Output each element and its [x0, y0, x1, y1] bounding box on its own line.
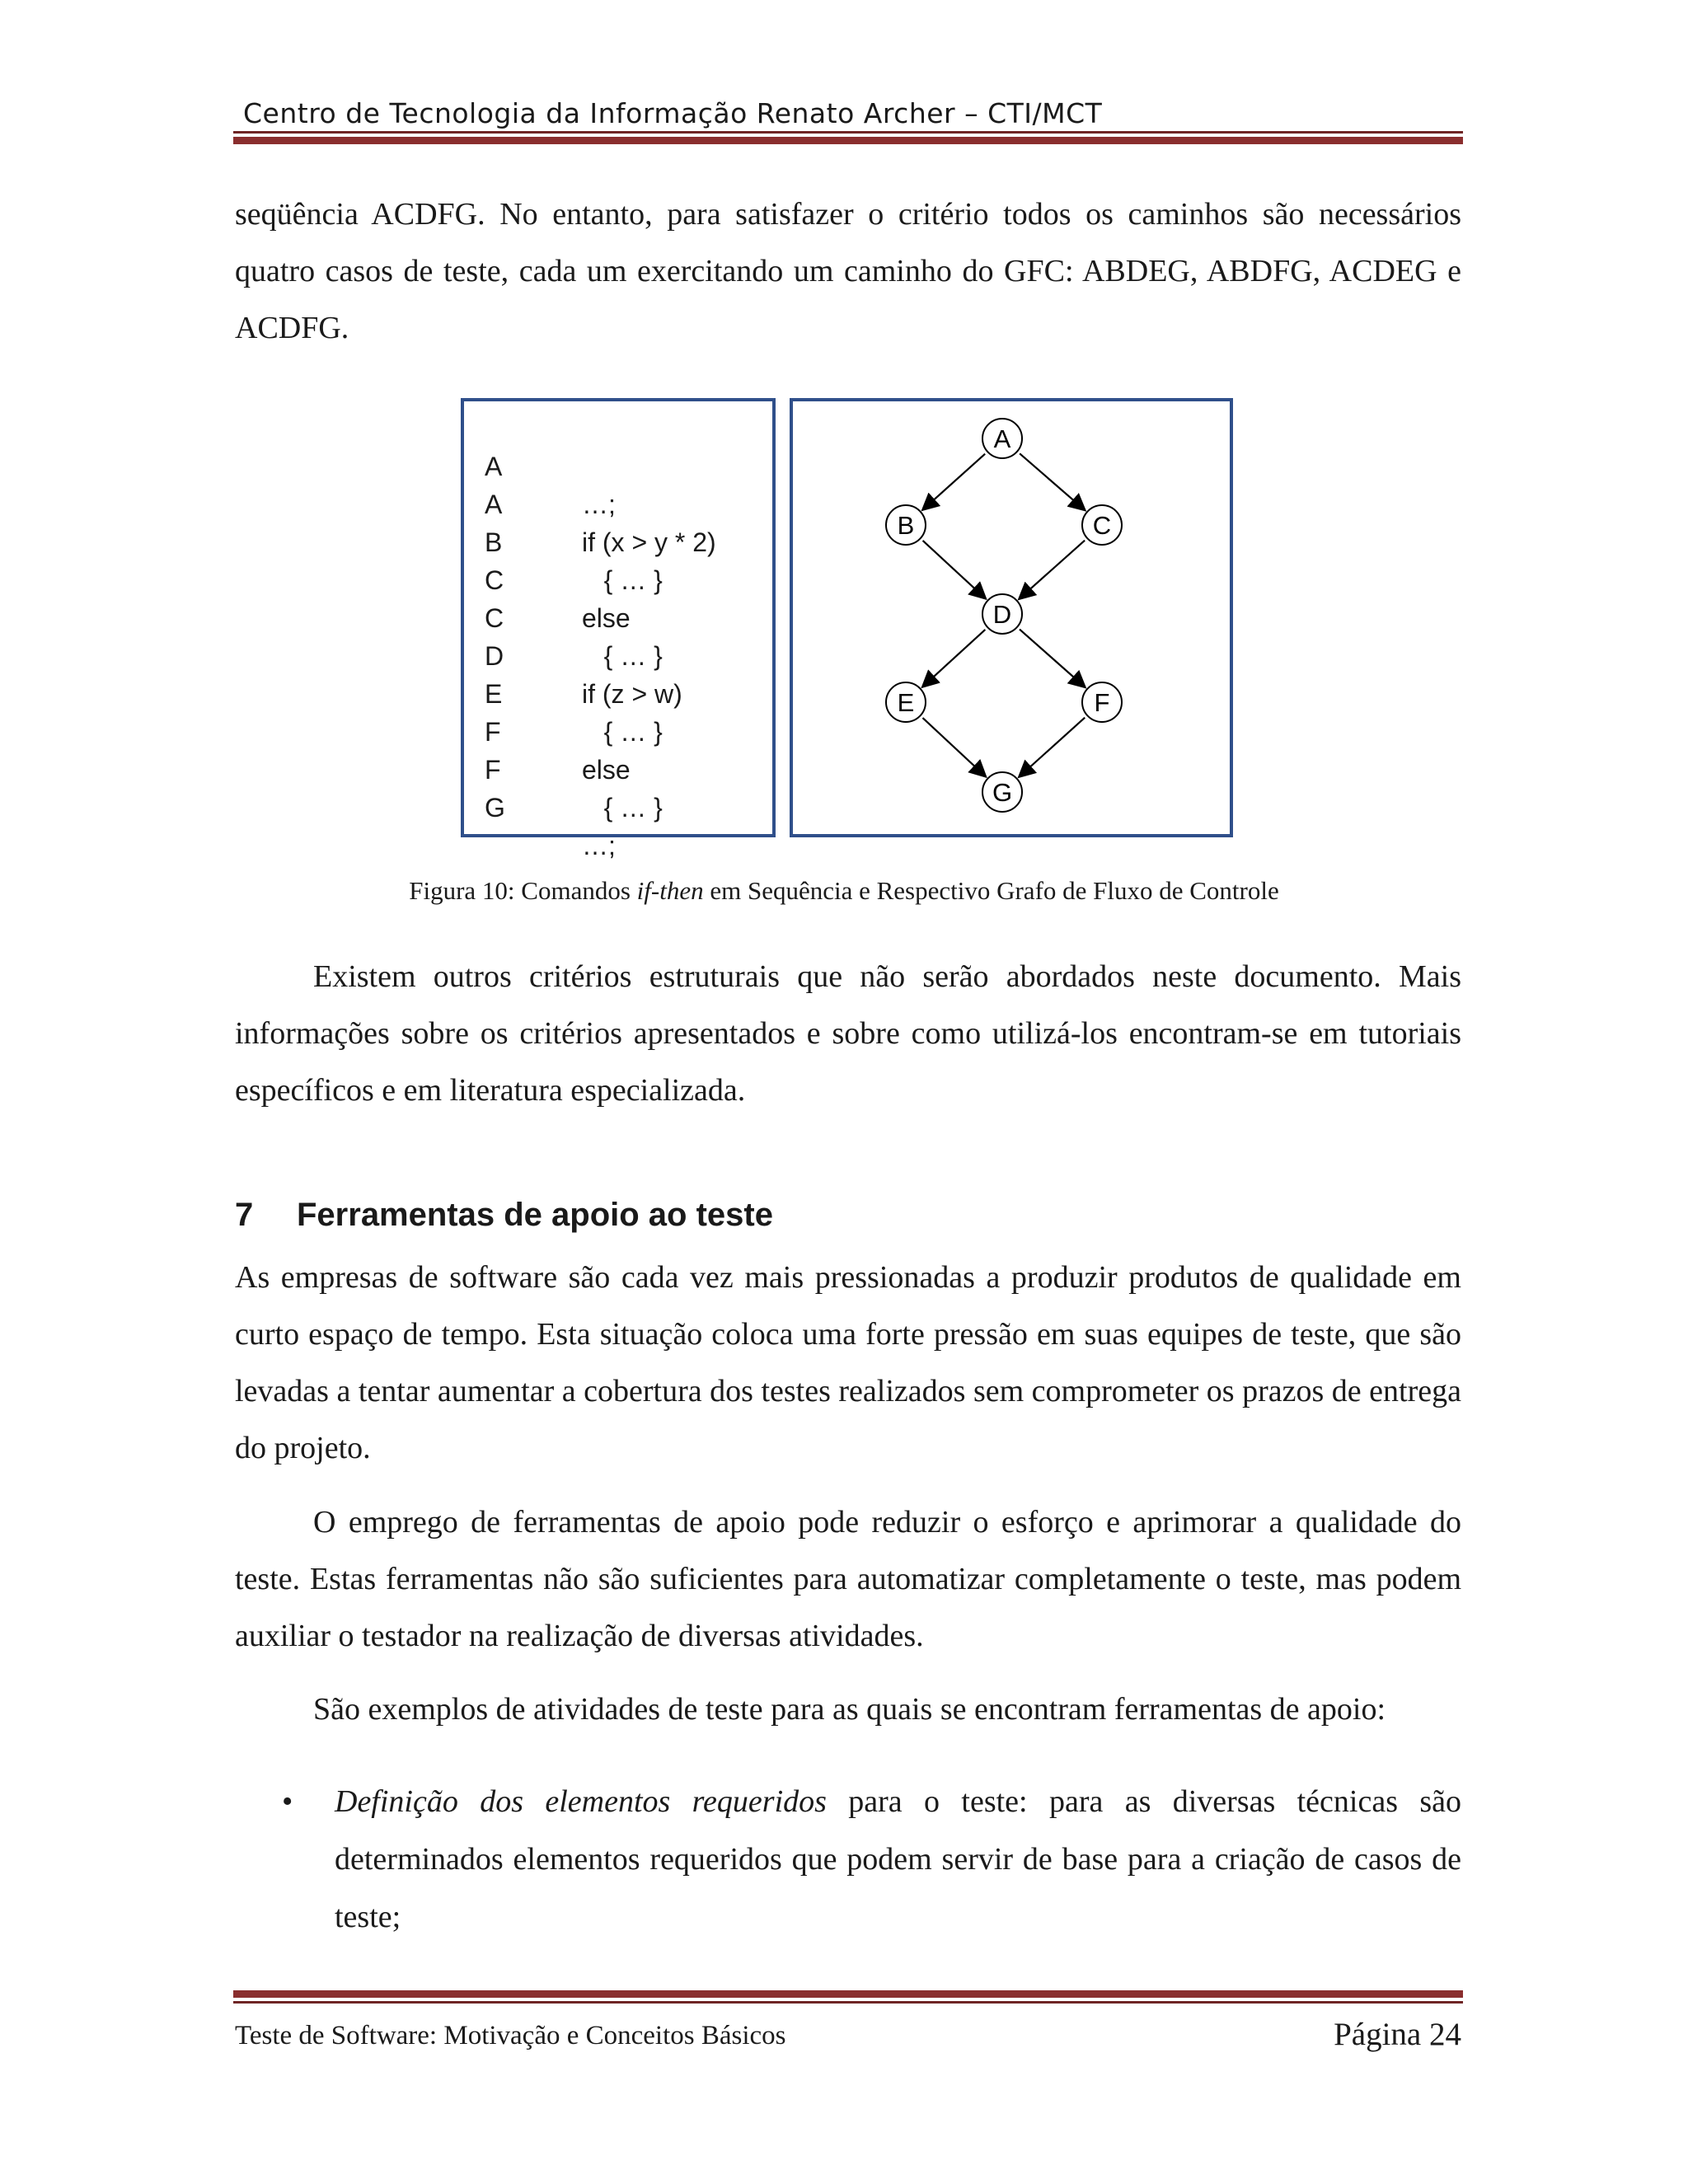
footer-document-title: Teste de Software: Motivação e Conceitos Básicos: [235, 2021, 786, 2050]
header-rule: [233, 131, 1463, 144]
code-line-statement: else: [582, 603, 631, 633]
edge-A-C: [1020, 453, 1085, 510]
paragraph-other-criteria: Existem outros critérios estruturais que não serão abordados neste documento. Mais informações sobre os critérios apresentados e sobre como utilizá-los encontram-se em tutoriais específicos e em literatura especializada.: [235, 959, 1461, 1108]
section-heading: [235, 1197, 773, 1234]
code-line-label: F: [485, 717, 501, 747]
code-line-statement: { … }: [582, 717, 663, 747]
code-line-statement: …;: [582, 490, 616, 519]
bullet-text: para o teste: para as diversas técnicas são determinados elementos requeridos que podem servir de base para a criação de casos de teste;: [335, 1784, 1461, 1934]
graph-node-label: F: [1094, 688, 1110, 717]
code-line-statement: else: [582, 755, 631, 785]
caption-prefix: Figura 10: Comandos: [409, 876, 637, 905]
graph-node-B: [886, 505, 926, 545]
caption-suffix: em Sequência e Respectivo Grafo de Fluxo de Controle: [703, 876, 1279, 905]
list-item: [235, 1773, 1461, 1946]
code-line: [464, 523, 631, 633]
bullet-list: [235, 1773, 1461, 1946]
graph-node-A: [982, 419, 1022, 458]
code-line: [464, 448, 716, 557]
control-flow-graph: [793, 401, 1230, 834]
graph-node-label: G: [992, 778, 1013, 807]
graph-node-E: [886, 682, 926, 722]
edge-D-F: [1020, 630, 1085, 688]
code-line-label: D: [485, 641, 504, 671]
graph-node-C: [1082, 505, 1122, 545]
edge-B-D: [923, 541, 987, 599]
paragraph-companies: As empresas de software são cada vez mais pressionadas a produzir produtos de qualidade em curto espaço de tempo. Esta situação coloca uma forte pressão em suas equipes de teste, que são levadas a tentar aumentar a cobertura dos testes realizados sem comprometer os prazos de entrega do projeto.: [235, 1260, 1461, 1465]
graph-node-label: B: [897, 511, 915, 540]
code-line-statement: …;: [582, 831, 616, 860]
code-line: [464, 410, 616, 519]
graph-node-label: A: [993, 424, 1011, 453]
code-line-statement: { … }: [582, 565, 663, 595]
footer-page-number: Página 24: [1334, 2017, 1461, 2052]
code-line-label: A: [485, 490, 503, 519]
code-line-label: F: [485, 755, 501, 785]
graph-node-F: [1082, 682, 1122, 722]
page-header-title: Centro de Tecnologia da Informação Renato Archer – CTI/MCT: [243, 97, 1103, 129]
graph-node-label: C: [1092, 511, 1112, 540]
edge-E-G: [922, 718, 986, 777]
edge-C-D: [1019, 541, 1085, 599]
code-line-label: A: [485, 452, 503, 481]
section-title: Ferramentas de apoio ao teste: [297, 1197, 773, 1233]
bullet-italic-term: Definição dos elementos requeridos: [335, 1784, 827, 1819]
code-line-label: C: [485, 565, 504, 595]
edge-A-B: [922, 454, 985, 510]
code-line-statement: if (x > y * 2): [582, 527, 716, 557]
code-line-label: C: [485, 603, 504, 633]
code-line: [464, 675, 631, 785]
footer-rule: [233, 1990, 1463, 2004]
caption-italic: if-then: [636, 876, 704, 905]
code-line-label: E: [485, 679, 503, 709]
graph-node-label: D: [992, 600, 1012, 629]
control-flow-graph-box: [790, 398, 1233, 837]
paragraph-examples: São exemplos de atividades de teste para as quais se encontram ferramentas de apoio:: [313, 1692, 1386, 1727]
code-line-statement: { … }: [582, 641, 663, 671]
figure-caption: [0, 876, 1688, 906]
edge-D-E: [922, 630, 985, 687]
code-listing-box: [461, 398, 776, 860]
edge-F-G: [1019, 718, 1085, 777]
graph-node-label: E: [897, 688, 915, 717]
code-line-label: G: [485, 793, 505, 823]
code-line-statement: { … }: [582, 793, 663, 823]
bullet-icon: •: [282, 1784, 293, 1819]
section-number: 7: [235, 1197, 254, 1233]
paragraph-tools: O emprego de ferramentas de apoio pode reduzir o esforço e aprimorar a qualidade do teste. Estas ferramentas não são suficientes para automatizar completamente o teste, mas podem auxiliar o testador na realização de diversas atividades.: [235, 1505, 1461, 1653]
intro-paragraph: seqüência ACDFG. No entanto, para satisfazer o critério todos os caminhos são necessários quatro casos de teste, cada um exercitando um caminho do GFC: ABDEG, ABDFG, ACDEG e ACDFG.: [235, 197, 1461, 345]
graph-node-D: [982, 594, 1022, 634]
code-line-label: B: [485, 527, 503, 557]
code-line-statement: if (z > w): [582, 679, 682, 709]
graph-node-G: [982, 772, 1022, 812]
